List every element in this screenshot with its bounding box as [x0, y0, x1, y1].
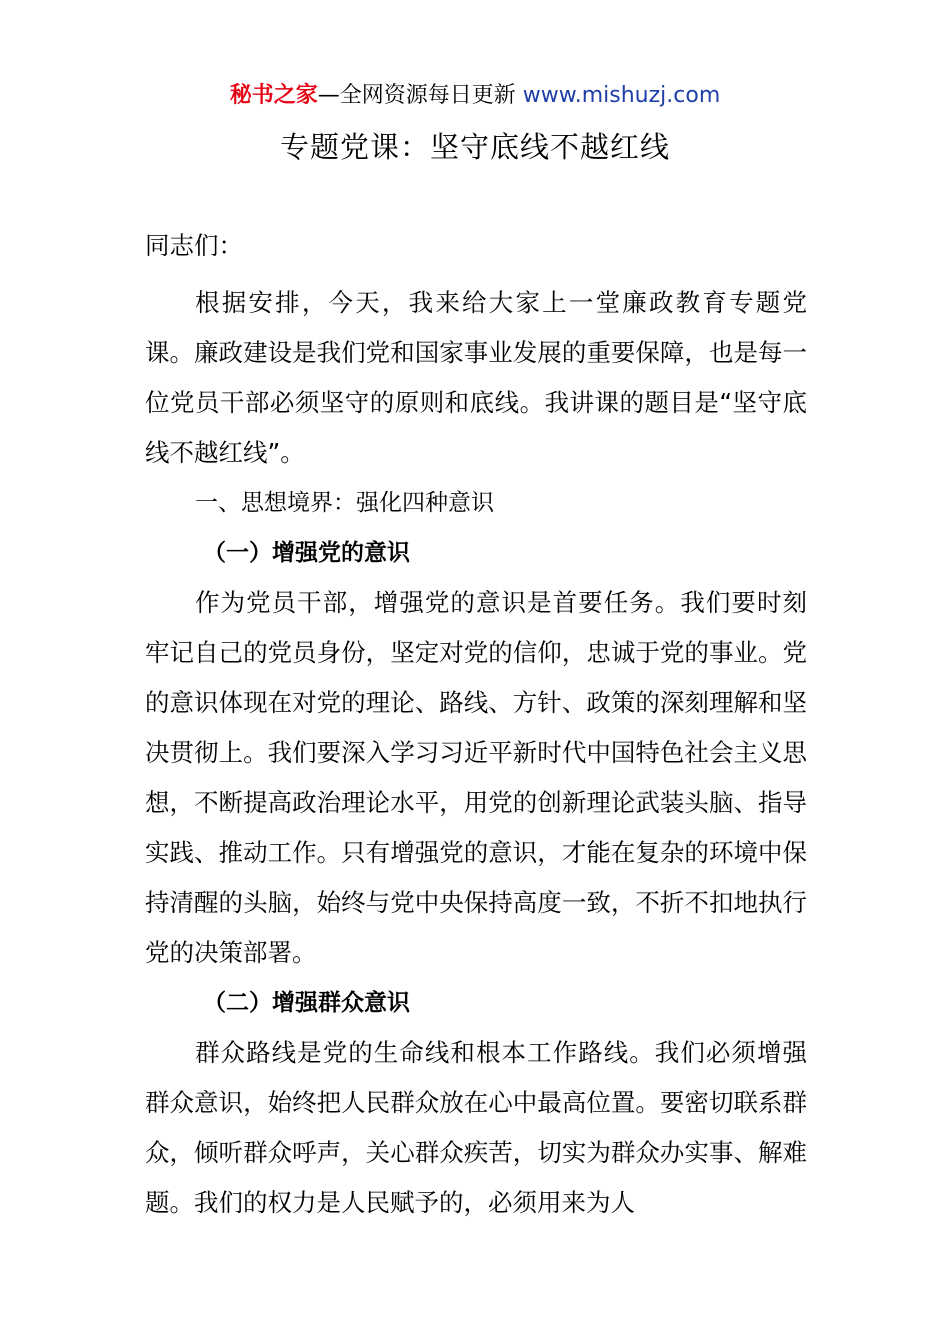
header-tagline: —全网资源每日更新	[317, 83, 523, 108]
intro-paragraph: 根据安排，今天，我来给大家上一堂廉政教育专题党课。廉政建设是我们党和国家事业发展的重要保障，也是每一位党员干部必须坚守的原则和底线。我讲课的题目是“坚守底线不越红线”。	[145, 288, 807, 467]
subsection-heading-2: （二）增强群众意识	[203, 990, 410, 1016]
site-url[interactable]: www.mishuzj.com	[522, 83, 721, 108]
subsection-body-1: 作为党员干部，增强党的意识是首要任务。我们要时刻牢记自己的党员身份，坚定对党的信仰，忠诚于党的事业。党的意识体现在对党的理论、路线、方针、政策的深刻理解和坚决贯彻上。我们要深入学习习近平新时代中国特色社会主义思想，不断提高政治理论水平，用党的创新理论武装头脑、指导实践、推动工作。只有增强党的意识，才能在复杂的环境中保持清醒的头脑，始终与党中央保持高度一致，不折不扣地执行党的决策部署。	[145, 588, 807, 967]
salutation: 同志们：	[145, 231, 243, 260]
document-body	[145, 224, 807, 1228]
document-title: 专题党课：坚守底线不越红线	[279, 130, 670, 164]
subsection-heading-1: （一）增强党的意识	[203, 540, 410, 566]
subsection-body-2: 群众路线是党的生命线和根本工作路线。我们必须增强群众意识，始终把人民群众放在心中最高位置。要密切联系群众，倾听群众呼声，关心群众疾苦，切实为群众办实事、解难题。我们的权力是人民赋予的，必须用来为人	[145, 1038, 807, 1217]
site-header	[0, 80, 950, 112]
brand-name: 秘书之家	[229, 83, 318, 108]
section-heading-1: 一、思想境界：强化四种意识	[195, 490, 494, 516]
